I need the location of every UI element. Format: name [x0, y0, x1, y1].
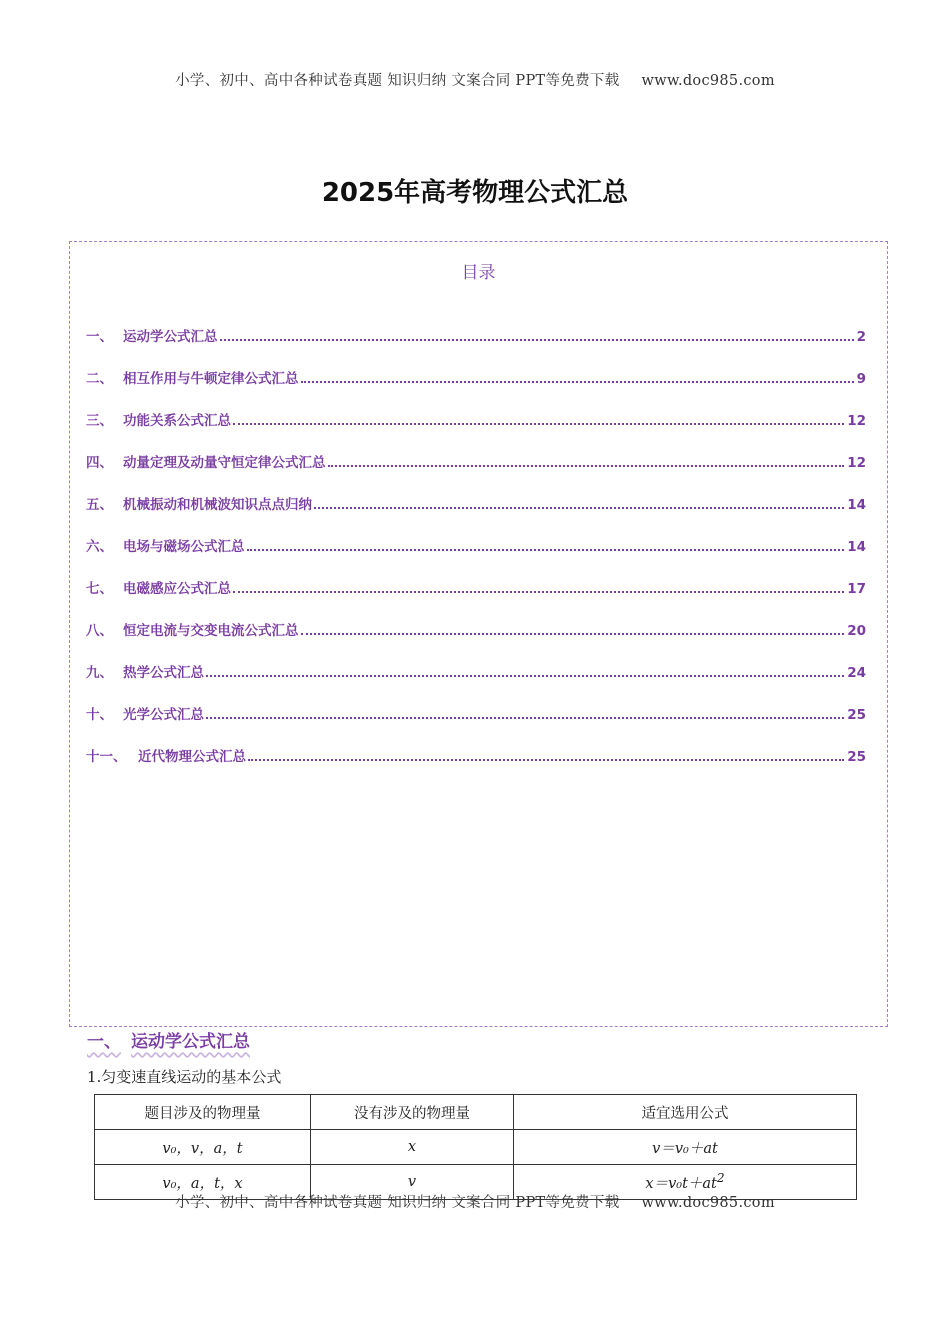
toc-entry-title: 光学公式汇总 — [123, 707, 204, 723]
toc-entry-page: 25 — [847, 707, 866, 723]
column-header: 题目涉及的物理量 — [95, 1095, 311, 1130]
toc-leader-dots — [301, 381, 854, 383]
toc-entry[interactable] — [86, 493, 866, 513]
section-number: 一、 — [87, 1032, 121, 1052]
toc-leader-dots — [247, 549, 845, 551]
toc-entry-number: 三、 — [86, 413, 113, 429]
toc-entry-title: 电场与磁场公式汇总 — [123, 539, 245, 555]
toc-entry-page: 17 — [847, 581, 866, 597]
toc-entry-number: 十、 — [86, 707, 113, 723]
toc-entry-title: 热学公式汇总 — [123, 665, 204, 681]
toc-entry-title: 动量定理及动量守恒定律公式汇总 — [123, 455, 326, 471]
toc-leader-dots — [328, 465, 845, 467]
toc-entry-title: 机械振动和机械波知识点点归纳 — [123, 497, 312, 513]
toc-entry-number: 十一、 — [86, 749, 127, 765]
toc-leader-dots — [301, 633, 845, 635]
toc-entry-title: 相互作用与牛顿定律公式汇总 — [123, 371, 299, 387]
given-quantities-cell: v₀，a，t，x — [95, 1165, 311, 1200]
toc-leader-dots — [206, 675, 844, 677]
column-header: 没有涉及的物理量 — [311, 1095, 514, 1130]
toc-entry[interactable] — [86, 703, 866, 723]
toc-entry-page: 25 — [847, 749, 866, 765]
toc-entry[interactable] — [86, 577, 866, 597]
table-row — [95, 1130, 857, 1165]
toc-entry-page: 24 — [847, 665, 866, 681]
toc-entry-title: 近代物理公式汇总 — [138, 749, 246, 765]
toc-entry-title: 电磁感应公式汇总 — [123, 581, 231, 597]
toc-entry-page: 12 — [847, 413, 866, 429]
toc-entry[interactable] — [86, 619, 866, 639]
header-url[interactable]: www.doc985.com — [641, 73, 775, 89]
header-text: 小学、初中、高中各种试卷真题 知识归纳 文案合同 PPT等免费下载 — [175, 73, 620, 89]
toc-entry-page: 14 — [847, 539, 866, 555]
formula-cell: v＝v₀＋at — [514, 1130, 857, 1165]
document-title: 2025年高考物理公式汇总 — [321, 178, 629, 208]
table-of-contents — [69, 241, 888, 1027]
toc-entry-title: 功能关系公式汇总 — [123, 413, 231, 429]
missing-quantity-cell: v — [311, 1165, 514, 1200]
toc-entry-number: 二、 — [86, 371, 113, 387]
toc-entry[interactable] — [86, 535, 866, 555]
toc-entry[interactable] — [86, 325, 866, 345]
column-header: 适宜选用公式 — [514, 1095, 857, 1130]
page-header — [0, 69, 950, 90]
toc-leader-dots — [220, 339, 854, 341]
toc-entry-number: 九、 — [86, 665, 113, 681]
toc-entry-number: 五、 — [86, 497, 113, 513]
toc-leader-dots — [248, 759, 844, 761]
missing-quantity-cell: x — [311, 1130, 514, 1165]
toc-entry-number: 六、 — [86, 539, 113, 555]
toc-heading: 目录 — [461, 263, 496, 283]
formula-text: x＝v₀t＋at — [645, 1175, 717, 1192]
toc-entry-number: 七、 — [86, 581, 113, 597]
toc-entry-number: 四、 — [86, 455, 113, 471]
toc-entry[interactable] — [86, 367, 866, 387]
toc-leader-dots — [206, 717, 844, 719]
given-quantities-cell: v₀，v，a，t — [95, 1130, 311, 1165]
table-header-row — [95, 1095, 857, 1130]
section-heading — [87, 1027, 250, 1052]
toc-entry-page: 12 — [847, 455, 866, 471]
toc-leader-dots — [314, 507, 844, 509]
footer-url[interactable]: www.doc985.com — [641, 1195, 775, 1211]
section-title: 运动学公式汇总 — [131, 1032, 250, 1052]
toc-entry-title: 运动学公式汇总 — [123, 329, 218, 345]
toc-entry-number: 一、 — [86, 329, 113, 345]
formula-table — [94, 1094, 857, 1200]
toc-entry[interactable] — [86, 745, 866, 765]
toc-leader-dots — [233, 591, 844, 593]
toc-leader-dots — [233, 423, 844, 425]
page-footer — [0, 1191, 950, 1212]
toc-entry-title: 恒定电流与交变电流公式汇总 — [123, 623, 299, 639]
footer-text: 小学、初中、高中各种试卷真题 知识归纳 文案合同 PPT等免费下载 — [175, 1195, 620, 1211]
toc-entry-page: 14 — [847, 497, 866, 513]
toc-entry-page: 9 — [856, 371, 866, 387]
toc-entry-page: 20 — [847, 623, 866, 639]
toc-entry-page: 2 — [856, 329, 866, 345]
subsection-heading: 1.匀变速直线运动的基本公式 — [87, 1068, 282, 1086]
toc-entry[interactable] — [86, 661, 866, 681]
toc-entry[interactable] — [86, 451, 866, 471]
toc-entry[interactable] — [86, 409, 866, 429]
toc-entry-number: 八、 — [86, 623, 113, 639]
formula-exponent: 2 — [716, 1171, 725, 1186]
